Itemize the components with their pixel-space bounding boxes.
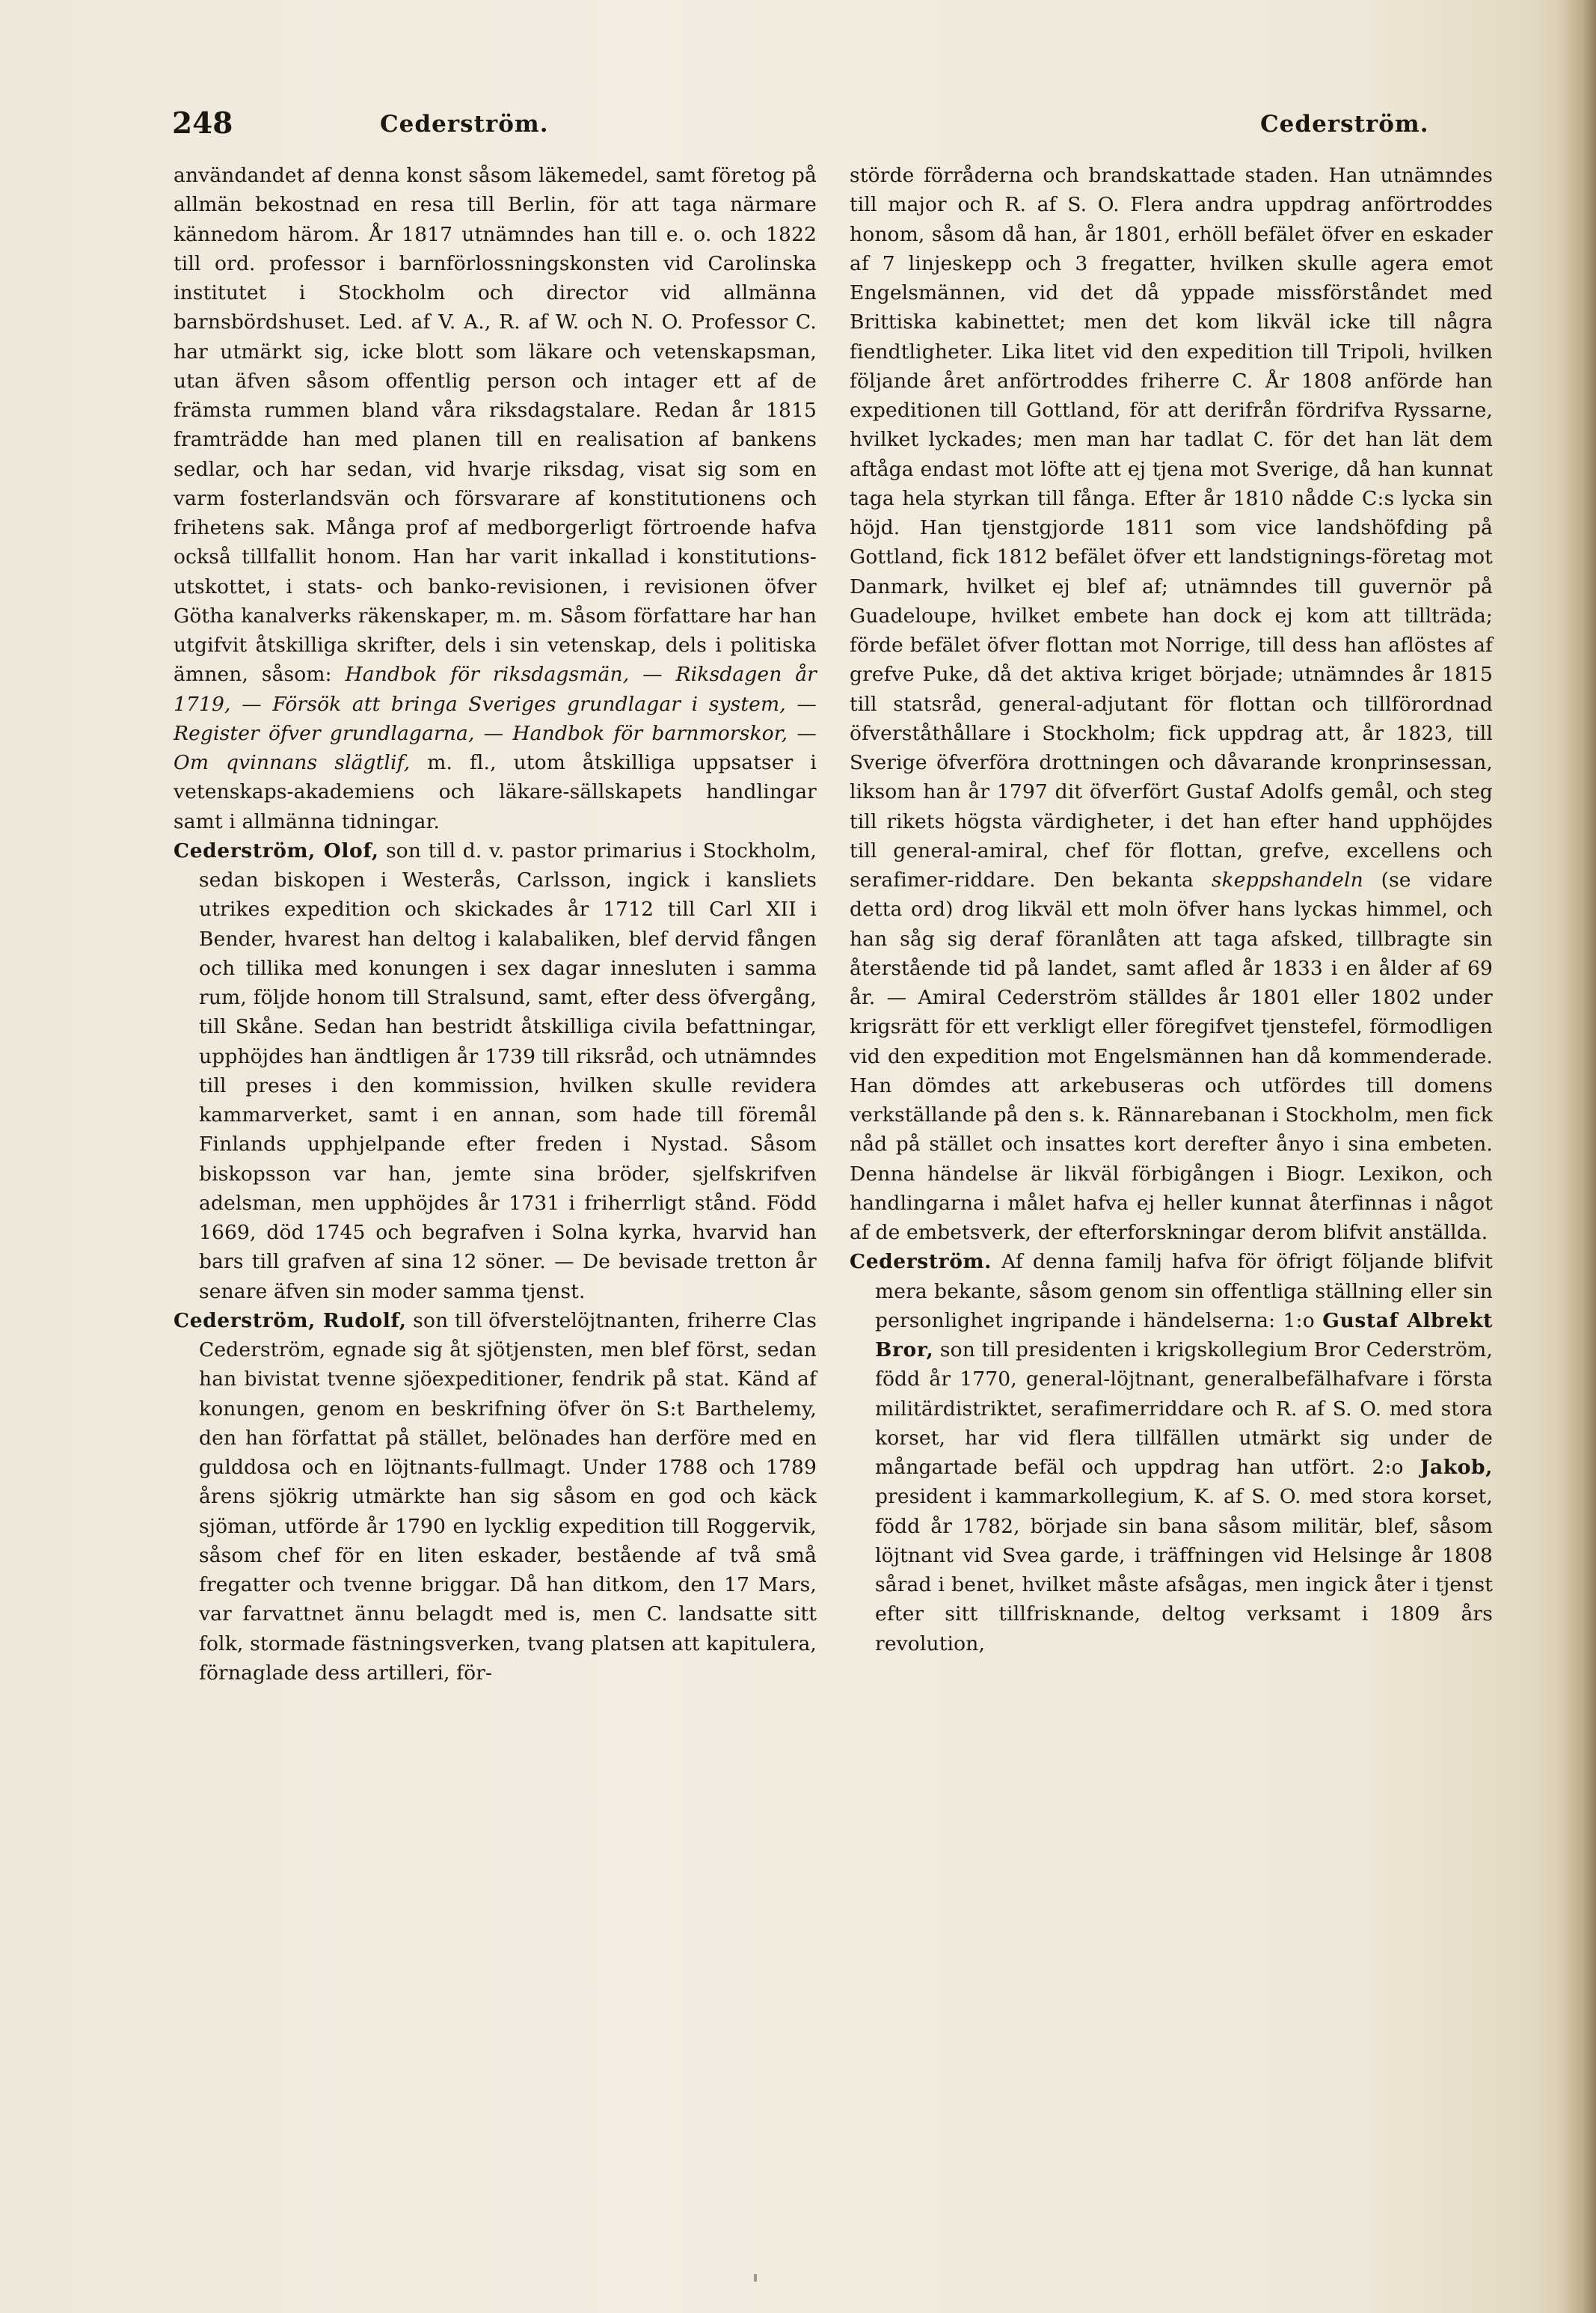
entry-olof [174,836,817,1306]
paragraph-text: (se vidare detta ord) drog likväl ett moln öfver hans lyckas himmel, och han såg sig deraf föranlåten att taga afsked, tillbragte sin återstående tid på landet, samt afled år 1833 i en ålder af 69 år. — Amiral Cederström ställdes år 1801 eller 1802 under krigsrätt för ett verkligt eller föregifvet tjenstefel, förmodligen vid den expedition mot Engelsmännen han då kommenderade. Han dömdes att arkebuseras och utfördes till domens verkställande på den s. k. Rännarebanan i Stockholm, men fick nåd på stället och insattes kort derefter ånyo i sina embeten. Denna händelse är likväl förbigången i Biogr. Lexikon, och handlingarna i målet hafva ej heller kunnat återfinnas i något af de embetsverk, der efterforskningar derom blifvit anställda. [850,868,1494,1244]
entry-text: son till d. v. pastor primarius i Stockholm, sedan biskopen i Westerås, Carlsson, ingick i kansliets utrikes expedition och skickades år 1712 till Carl XII i Bender, hvarest han deltog i kalabaliken, blef dervid fången och tillika med konungen i sex dagar innesluten i samma rum, följde honom till Stralsund, samt, efter dess öfvergång, till Skåne. Sedan han bestridt åtskilliga civila befattningar, upphöjdes han ändtligen år 1739 till riksråd, och utnämndes till preses i den kommission, hvilken skulle revidera kammarverket, samt i en annan, som hade till föremål Finlands upphjelpande efter freden i Nystad. Såsom biskopsson var han, jemte sina bröder, sjelfskrifven adelsman, men upphöjdes år 1731 i friherrligt stånd. Född 1669, död 1745 och begrafven i Solna kyrka, hvarvid han bars till grafven af sina 12 söner. — De bevisade tretton år senare äfven sin moder samma tjenst. [199,839,817,1303]
work-title: Om qvinnans slägtlif, [174,751,411,774]
paragraph-text: m. fl., utom åtskilliga uppsatser i vetenskaps-akademiens och läkare-sällskapets handlingar samt i allmänna tidningar. [174,751,817,833]
work-title: Register öfver grundlagarna, [174,721,475,745]
work-title: Handbok för riksdagsmän, [345,663,630,687]
entry-rudolf [174,1306,817,1688]
paragraph-text: störde förråderna och brandskattade staden. Han utnämndes till major och R. af S. O. Flera andra uppdrag anförtroddes honom, såsom då han, år 1801, erhöll befälet öfver en eskader af 7 linjeskepp och 3 fregatter, hvilken skulle agera emot Engelsmännen, vid det då yppade missförståndet med Brittiska kabinettet; men det kom likväl icke till några fiendtligheter. Lika litet vid den expedition till Tripoli, hvilken följande året anförtroddes friherre C. År 1808 anförde han expeditionen till Gottland, för att derifrån fördrifva Ryssarne, hvilket lyckades; men man har tadlat C. för det han lät dem aftåga endast mot löfte att ej tjena mot Sverige, då han kunnat taga hela styrkan till fånga. Efter år 1810 nådde C:s lycka sin höjd. Han tjenstgjorde 1811 som vice landshöfding på Gottland, fick 1812 befälet öfver ett landstignings-företag mot Danmark, hvilket ej blef af; utnämndes till guvernör på Guadeloupe, hvilket embete han dock ej kom att tillträda; förde befälet öfver flottan mot Norrige, till dess han aflöstes af grefve Puke, då det aktiva kriget började; utnämndes år 1815 till statsråd, general-adjutant för flottan och tillförordnad öfverståthållare i Stockholm; fick uppdrag att, år 1823, till Sverige öfverföra drottningen och dåvarande kronprinsessan, liksom han år 1797 dit öfverfört Gustaf Adolfs gemål, och steg till rikets högsta värdigheter, i det han efter hand upphöjdes till general-amiral, chef för flottan, grefve, excellens och serafimer-riddare. Den bekanta [850,164,1493,892]
entry-headword: Cederström, Rudolf, [174,1308,407,1332]
entry-continuation [174,161,817,836]
entry-rudolf-continued [850,161,1493,1247]
person-name: Jakob, [1419,1456,1493,1479]
entry-text: Af denna familj hafva för öfrigt följande blifvit mera bekante, såsom genom sin offentliga ställning eller sin personlighet ingripande i händelserna: 1:o [875,1250,1493,1332]
entry-text: son till presidenten i krigskollegium Bror Cederström, född år 1770, general-löjtnant, generalbefälhafvare i första militärdistriktet, serafimerriddare och R. af S. O. med stora korset, har vid flera tillfällen utmärkt sig under de mångartade befäl och uppdrag han utfört. 2:o [875,1338,1493,1479]
person-name: Gustaf Albrekt Bror, [875,1308,1493,1361]
dash: — [797,692,817,716]
work-title: Riksdagen år 1719, [174,663,817,716]
work-title: Försök att bringa Sveriges grundlagar i system, [272,692,786,716]
page-edge-shadow [1562,0,1596,2313]
cross-reference: skeppshandeln [1211,868,1363,892]
dash: — [242,692,262,716]
entry-headword: Cederström, Olof, [174,839,379,863]
dash: — [797,721,817,745]
left-column [174,161,817,1688]
dash: — [642,663,663,687]
entry-family [850,1247,1493,1658]
running-head-left: Cederström. [380,111,549,138]
right-column [850,161,1493,1658]
paragraph-text: användandet af denna konst såsom läkemedel, samt företog på allmän bekostnad en resa till Berlin, för att taga närmare kännedom härom. År 1817 utnämndes han till e. o. och 1822 till ord. professor i barnförlossningskonsten vid Carolinska institutet i Stockholm och director vid allmänna barnsbördshuset. Led. af V. A., R. af W. och N. O. Professor C. har utmärkt sig, icke blott som läkare och vetenskapsman, utan äfven såsom offentlig person och intager ett af de främsta rummen bland våra riksdagstalare. Redan år 1815 framträdde han med planen till en realisation af bankens sedlar, och har sedan, vid hvarje riksdag, visat sig som en varm fosterlandsvän och försvarare af konstitutionens och frihetens sak. Många prof af medborgerligt förtroende hafva också tillfallit honom. Han har varit inkallad i konstitutions-utskottet, i stats- och banko-revisionen, i revisionen öfver Götha kanalverks räkenskaper, m. m. Såsom författare har han utgifvit åtskilliga skrifter, dels i sin vetenskap, dels i politiska ämnen, såsom: [174,164,817,687]
entry-text: president i kammarkollegium, K. af S. O. med stora korset, född år 1782, började sin bana såsom militär, blef, såsom löjtnant vid Svea garde, i träffningen vid Helsinge år 1808 sårad i benet, hvilket måste afsågas, men ingick åter i tjenst efter sitt tillfrisknande, deltog verksamt i 1809 års revolution, [875,1485,1493,1655]
dash: — [483,721,504,745]
page-number: 248 [172,106,233,141]
entry-text: son till öfverstelöjtnanten, friherre Clas Cederström, egnade sig åt sjötjensten, men blef först, sedan han bivistat tvenne sjöexpeditioner, fendrik på stat. Känd af konungen, genom en beskrifning öfver ön S:t Barthelemy, den han författat på stället, belönades han derföre med en gulddosa och en löjtnants-fullmagt. Under 1788 och 1789 årens sjökrig utmärkte han sig såsom en god och käck sjöman, utförde år 1790 en lycklig expedition till Roggervik, såsom chef för en liten eskader, bestående af två små fregatter och tvenne briggar. Då han ditkom, den 17 Mars, var farvattnet ännu belagdt med is, men C. landsatte sitt folk, stormade fästningsverken, tvang platsen att kapitulera, förnaglade dess artilleri, för- [199,1308,817,1685]
entry-headword: Cederström. [850,1250,992,1274]
ink-speck [754,2274,757,2282]
work-title: Handbok för barnmorskor, [512,721,788,745]
running-head-right: Cederström. [1260,111,1429,138]
running-header [172,106,1458,151]
